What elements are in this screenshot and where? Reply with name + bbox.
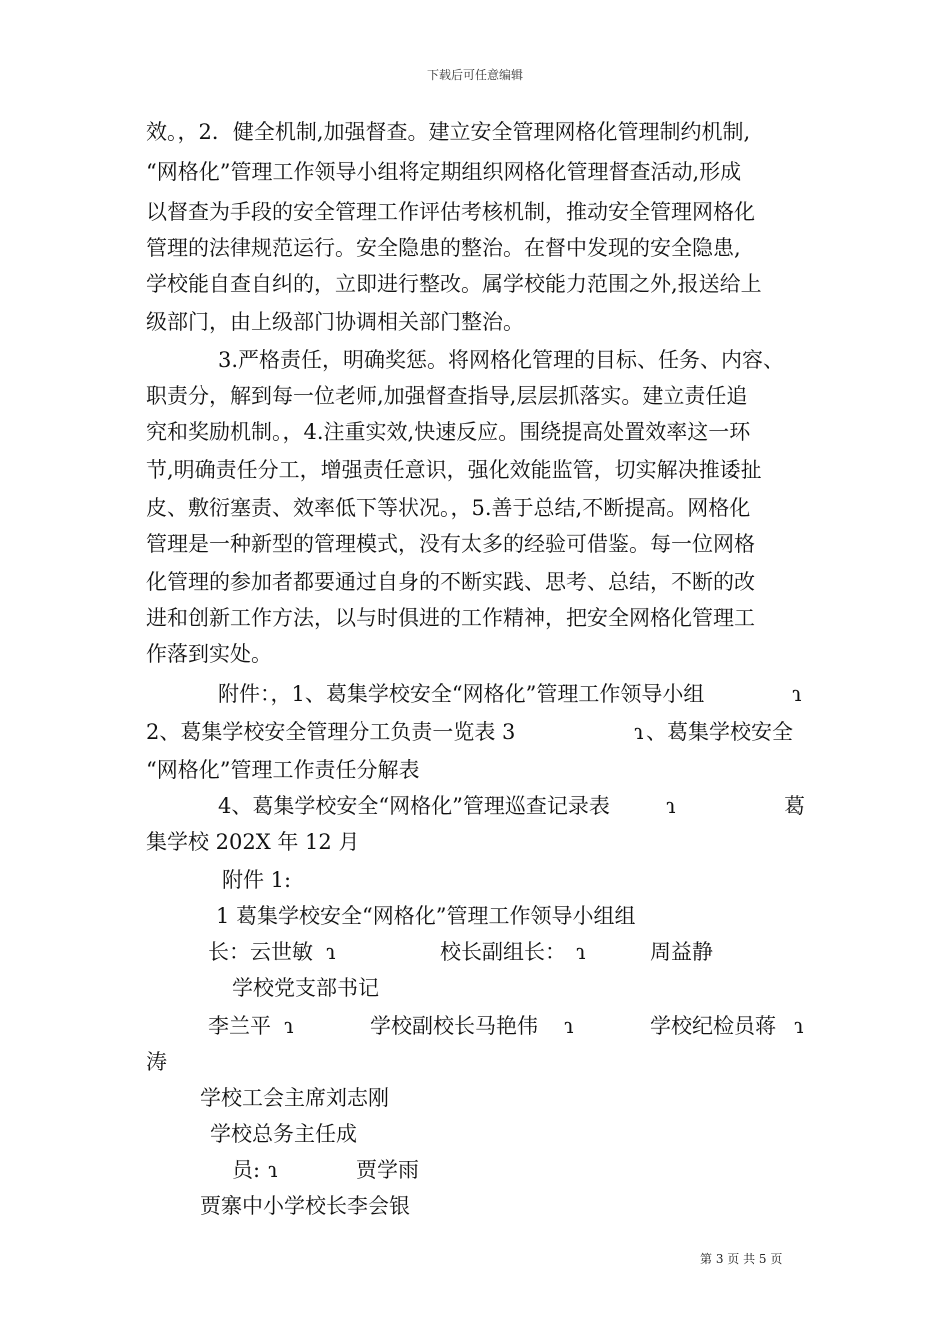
mark-glyph: ɿ	[666, 794, 676, 818]
mark-glyph: ɿ	[326, 940, 336, 964]
mark-glyph: ɿ	[564, 1014, 574, 1038]
page-header: 下载后可任意编辑	[426, 68, 523, 82]
mark-glyph: ɿ	[792, 682, 802, 706]
mark-glyph: ɿ	[794, 1014, 804, 1038]
page-footer: 第 3 页 共 5 页	[700, 1252, 783, 1266]
mark-glyph: ɿ	[268, 1158, 278, 1182]
mark-glyph: ɿ	[576, 940, 586, 964]
mark-glyph: ɿ	[634, 720, 644, 744]
mark-glyph: ɿ	[284, 1014, 294, 1038]
